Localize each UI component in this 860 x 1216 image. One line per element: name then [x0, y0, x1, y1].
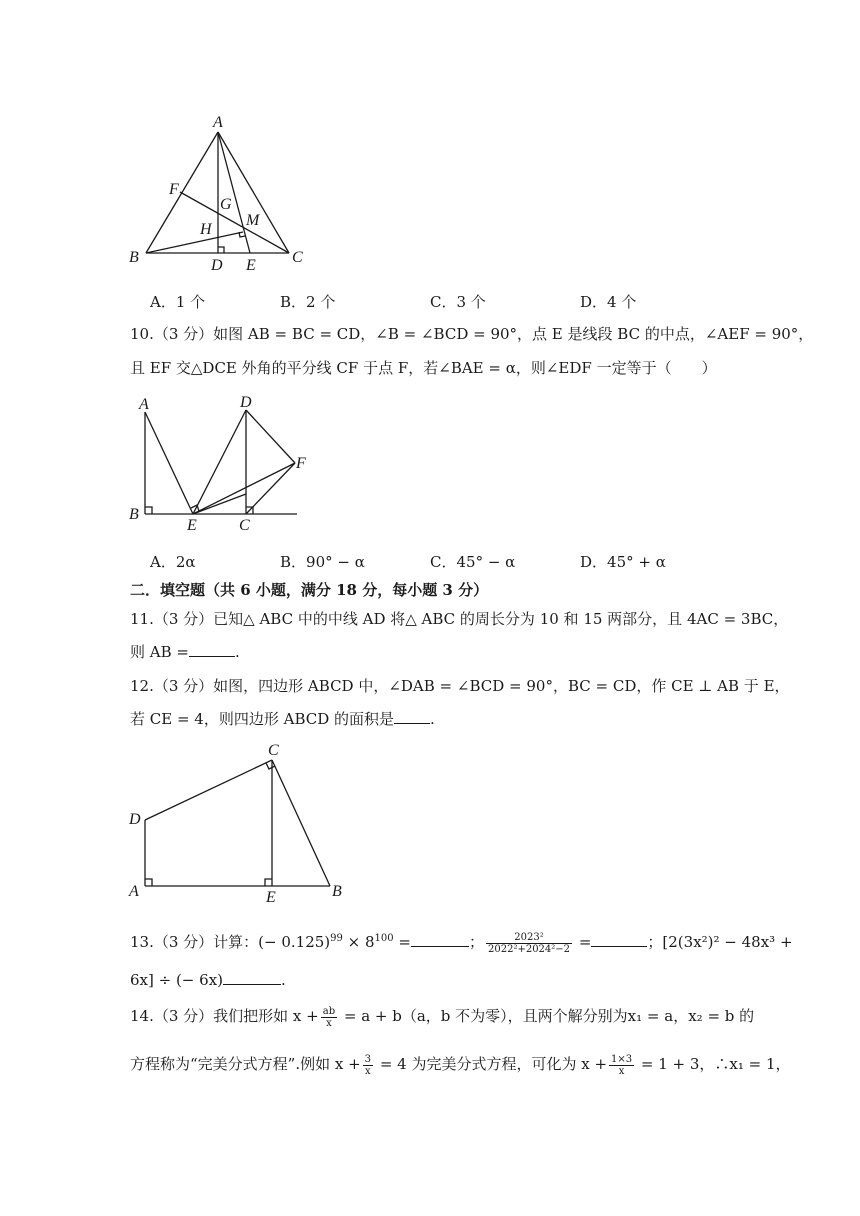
q11-line1: 11.（3 分）已知△ ABC 中的中线 AD 将△ ABC 的周长分为 10 和 15 两部分，且 4AC = 3BC，: [130, 610, 789, 628]
label-d: D: [211, 257, 223, 274]
q13-expression: [2(3x²)² − 48x³ +: [662, 933, 793, 951]
q12-line1: 12.（3 分）如图，四边形 ABCD 中，∠DAB = ∠BCD = 90°，BC = CD，作 CE ⊥ AB 于 E，: [130, 677, 790, 695]
q10-option-d: D．45° + α: [580, 553, 666, 571]
segment-ef: [193, 463, 295, 514]
q11-text: 则 AB =: [130, 643, 189, 661]
label-b: B: [129, 506, 139, 523]
label-b: B: [332, 883, 342, 900]
q13-base: 13.（3 分）计算：(− 0.125): [130, 933, 331, 951]
q10-option-a: A．2α: [150, 553, 196, 571]
segment-ae: [145, 412, 193, 514]
figure-triangle-abc: [125, 110, 315, 275]
right-angle-a: [145, 879, 152, 886]
q9-option-b: B．2 个: [280, 293, 336, 311]
q13-eq2: =: [574, 933, 592, 951]
q14-text-a: 14.（3 分）我们把形如 x +: [130, 1007, 319, 1025]
q13-line1: [130, 928, 793, 955]
q14-text-b: = a + b（a，b 不为零），且两个解分别为x₁ = a，x₂ = b 的: [339, 1007, 755, 1025]
label-e: E: [246, 257, 256, 274]
q14-text-d: = 4 为完美分式方程，可化为 x +: [375, 1055, 608, 1073]
q9-option-c: C．3 个: [430, 293, 486, 311]
q10-option-c: C．45° − α: [430, 553, 516, 571]
figure-abecdf: [125, 390, 325, 540]
q9-option-d: D．4 个: [580, 293, 637, 311]
q10-line2: 且 EF 交△DCE 外角的平分线 CF 于点 F，若∠BAE = α，则∠EDF 一定等于（ ）: [130, 359, 717, 377]
label-h: H: [200, 221, 212, 238]
q11-suffix: .: [234, 643, 240, 661]
segment-cb: [272, 760, 330, 886]
q9-option-a: A．1 个: [150, 293, 206, 311]
label-b: B: [129, 249, 139, 266]
q14-text-c: 方程称为“完美分式方程”.例如 x +: [130, 1055, 361, 1073]
q12-answer-blank[interactable]: [394, 709, 430, 724]
section-title: 二．填空题（共 6 小题，满分 18 分，每小题 3 分）: [130, 581, 489, 599]
label-c: C: [268, 742, 279, 759]
q14-fraction2: $\frac{3}{x}$: [364, 1053, 372, 1077]
q11-answer-blank[interactable]: [189, 642, 235, 657]
label-d: D: [240, 394, 252, 411]
label-m: M: [246, 212, 260, 229]
q13-fraction: $\frac{\text{2023²}}{\text{2022²+2024²−2}}$: [488, 931, 571, 955]
q14-line1: [130, 1005, 754, 1029]
q13-eq: =: [393, 933, 411, 951]
label-f: F: [296, 455, 306, 472]
label-e: E: [266, 889, 276, 906]
q11-line2: [130, 641, 240, 663]
q12-text: 若 CE = 4，则四边形 ABCD 的面积是: [130, 710, 395, 728]
q13-blank1[interactable]: [411, 932, 469, 947]
q13-line2: [130, 969, 286, 991]
segment-fc: [180, 192, 289, 253]
label-a: A: [213, 114, 223, 131]
q13-exp1: 99: [330, 933, 343, 944]
q14-text-e: = 1 + 3，∴x₁ = 1，: [636, 1055, 791, 1073]
q10-line1: 10.（3 分）如图 AB = BC = CD，∠B = ∠BCD = 90°，点 E 是线段 BC 的中点，∠AEF = 90°，: [130, 325, 814, 343]
q14-line2: [130, 1053, 791, 1077]
q12-suffix: .: [430, 710, 435, 728]
label-a: A: [139, 396, 149, 413]
label-d: D: [129, 811, 141, 828]
segment-bm: [146, 232, 243, 253]
q13-blank3[interactable]: [223, 970, 281, 985]
q14-fraction3: $\frac{1\times 3}{x}$: [611, 1053, 633, 1077]
segment-ae: [218, 132, 250, 253]
right-angle-e: [265, 879, 272, 886]
label-c: C: [292, 249, 303, 266]
right-angle-b: [145, 507, 152, 514]
segment-df: [246, 410, 295, 463]
label-g: G: [220, 196, 232, 213]
segment-de: [193, 410, 246, 514]
right-angle-d: [218, 247, 224, 253]
figure-quadrilateral-abcd: [125, 738, 355, 906]
q13-exp2: 100: [374, 933, 394, 944]
label-e: E: [187, 517, 197, 534]
q13-expression-cont: 6x] ÷ (− 6x): [130, 971, 224, 989]
q14-fraction1: $\frac{ab}{x}$: [322, 1005, 336, 1029]
q13-suffix: .: [281, 971, 286, 989]
q10-option-b: B．90° − α: [280, 553, 365, 571]
q13-times: × 8: [342, 933, 375, 951]
label-f: F: [169, 181, 179, 198]
q13-blank2[interactable]: [591, 932, 647, 947]
q12-line2: [130, 708, 435, 730]
q13-sep2: ；: [647, 933, 663, 951]
label-c: C: [239, 517, 250, 534]
segment-dc: [145, 760, 272, 820]
label-a: A: [129, 883, 139, 900]
q13-sep1: ；: [468, 933, 484, 951]
